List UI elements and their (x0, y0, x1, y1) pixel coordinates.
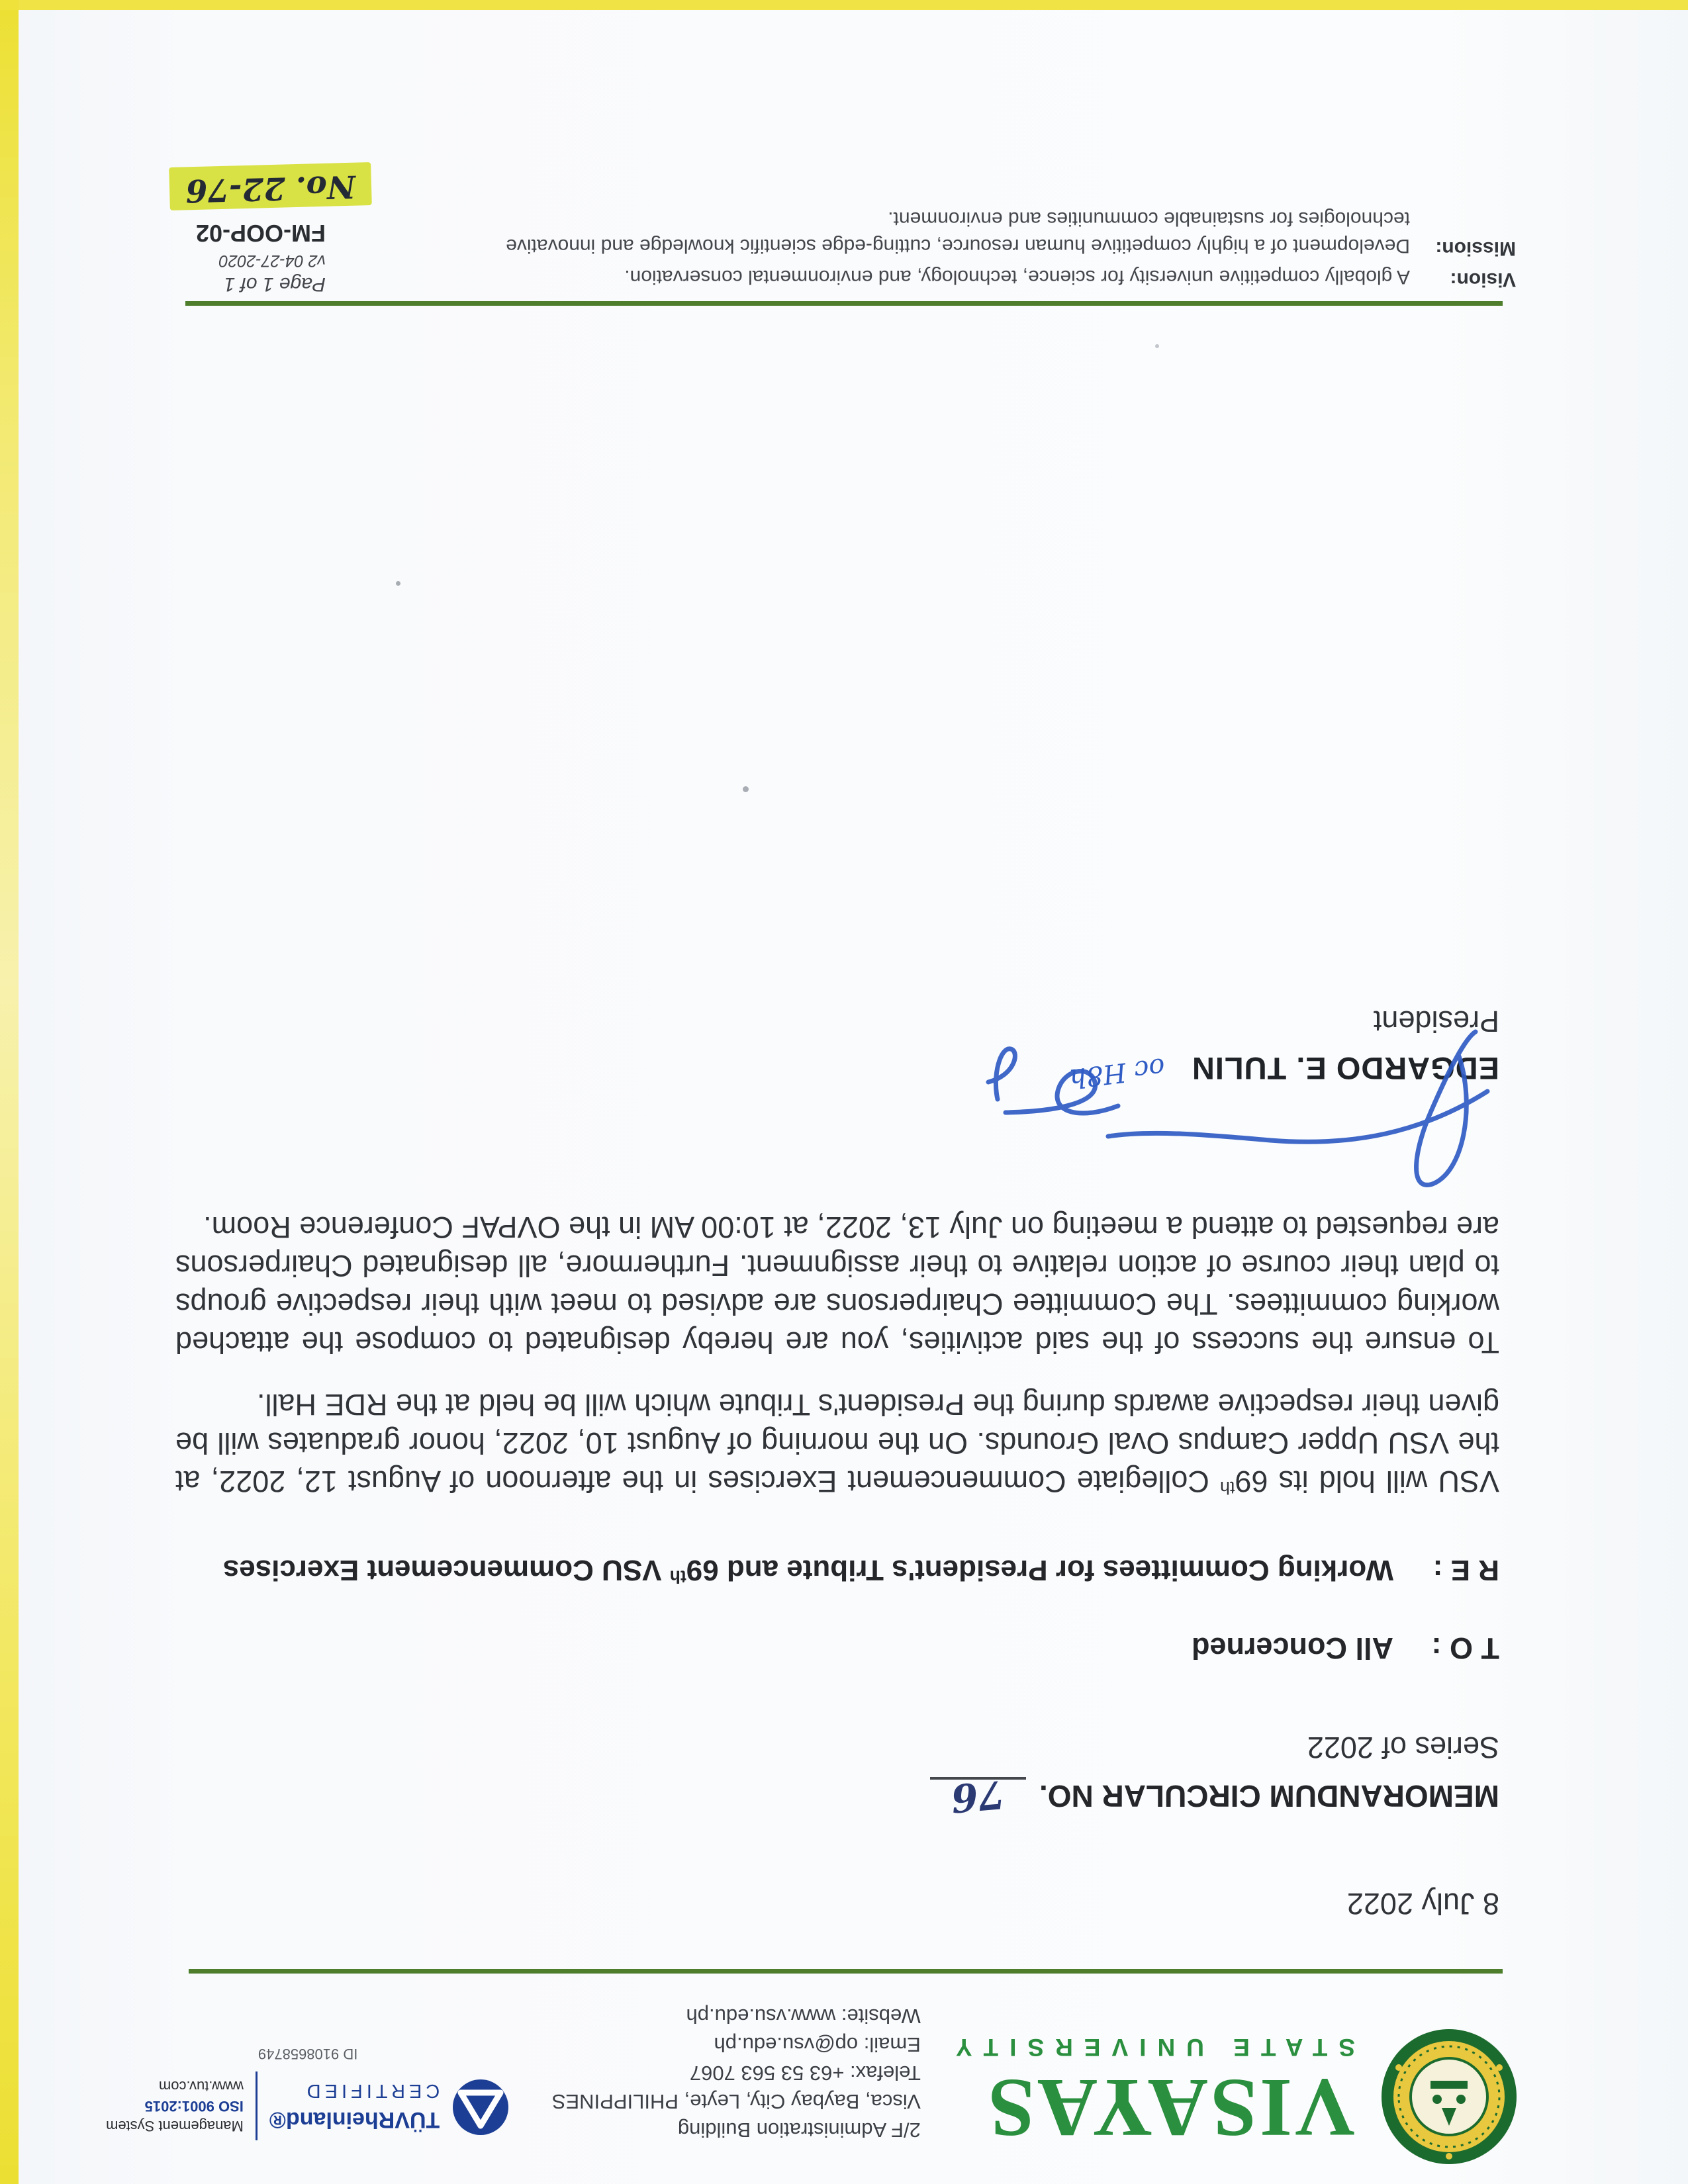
address-line: Website: www.vsu.edu.ph (686, 2005, 921, 2028)
signature-scribble-icon (873, 1013, 1522, 1212)
memo-number-note-highlighted: No. 22-76 (169, 162, 371, 210)
memo-number-handwritten: 76 (949, 1771, 1007, 1821)
signer-title: President (1373, 1005, 1499, 1038)
tuv-certified-label: CERTIFIED (303, 2080, 440, 2101)
memo-title: MEMORANDUM CIRCULAR NO. (1039, 1779, 1499, 1813)
scanner-edge-top (0, 0, 1688, 10)
address-line: Telefax: +63 53 563 7067 (689, 2062, 921, 2085)
tuv-line-url: www.tuv.com (158, 2078, 244, 2095)
re-label: R E : (1432, 1554, 1499, 1586)
body-paragraph-1: VSU will hold its 69th Collegiate Commencement Exercises in the afternoon of August 12, 2022, at the VSU Upper Campus Oval Grounds. On the morning of August 10, 2022, honor graduates will be given their respective awards during the President's Tribute which will be held at the RDE Hall. (175, 1388, 1499, 1498)
tuv-line: Management System (106, 2118, 244, 2134)
university-wordmark (944, 2033, 1355, 2154)
handwritten-note: oc H8h (1068, 1052, 1167, 1094)
mission-row (457, 205, 1516, 259)
footer-version: v2 04-27-2020 (218, 251, 326, 270)
mission-text: Development of a highly competitive human resource, cutting-edge scientific knowledge and innovative technologies for sustainable communities and environment. (506, 208, 1410, 257)
footer-rule (185, 301, 1503, 306)
memo-date: 8 July 2022 (1346, 1887, 1499, 1921)
mission-label: Mission: (1435, 238, 1516, 259)
university-name: VISAYAS (985, 2062, 1355, 2154)
address-block (552, 2002, 921, 2144)
footer-form-code: FM-OOP-02 (195, 220, 326, 247)
vision-mission-block (457, 205, 1516, 291)
university-subtitle: STATE UNIVERSITY (944, 2034, 1355, 2061)
memo-number-blank (930, 1771, 1026, 1821)
address-line: Visca, Baybay City, Leyte, PHILIPPINES (551, 2090, 921, 2113)
to-value: All Concerned (1191, 1631, 1393, 1665)
superscript-th: th (1219, 1478, 1235, 1498)
signature-block (175, 1002, 1499, 1094)
footer-page-number: Page 1 of 1 (224, 273, 326, 295)
tuv-id: ID 9108658749 (258, 2046, 358, 2062)
scan-speck (396, 581, 400, 586)
header-rule (189, 1969, 1503, 1974)
re-value: Working Committees for President's Tribute and 69th VSU Commencement Exercises (222, 1554, 1393, 1587)
scan-speck (743, 786, 749, 792)
tuv-cert-lines (106, 2076, 244, 2136)
memo-series: Series of 2022 (1307, 1731, 1499, 1764)
tuv-brand: TÜVRheinland® (269, 2107, 440, 2132)
page-footer (185, 167, 1516, 306)
to-label: T O : (1431, 1631, 1499, 1665)
vision-label: Vision: (1450, 269, 1516, 291)
memo-body (175, 1002, 1499, 1923)
to-row (175, 1629, 1499, 1667)
doc-control-block (107, 219, 326, 295)
address-line: Email: op@vsu.edu.ph (714, 2033, 921, 2056)
signer-line (175, 1047, 1499, 1094)
scanner-edge-left (0, 0, 19, 2184)
signer-name: EDGARDO E. TULIN (1191, 1051, 1499, 1086)
vsu-seal-logo-icon (1379, 2023, 1519, 2167)
body-paragraph-2: To ensure the success of the said activities, you are hereby designated to compose the attached working committees. The Committee Chairpersons are advised to meet with their respective groups to plan their course of action relative to their assignment. Furthermore, all designated Chairpersons are requested to attend a meeting on July 13, 2022, at 10:00 AM in the OVPAF Conference Room. (175, 1210, 1499, 1359)
address-line: 2/F Administration Building (677, 2118, 921, 2142)
scan-speck (1155, 344, 1159, 348)
vision-row (457, 263, 1516, 291)
tuv-divider (256, 2071, 258, 2140)
memo-title-line (175, 1771, 1499, 1821)
tuv-logo-icon (451, 2075, 510, 2137)
superscript-th: th (669, 1567, 686, 1587)
letterhead (106, 2002, 1519, 2167)
vision-text: A globally competitive university for science, technology, and environmental conservation. (624, 266, 1410, 288)
tuv-certification-badge (106, 2045, 510, 2140)
re-row (175, 1551, 1499, 1589)
tuv-line-iso: ISO 9001:2015 (144, 2098, 244, 2115)
